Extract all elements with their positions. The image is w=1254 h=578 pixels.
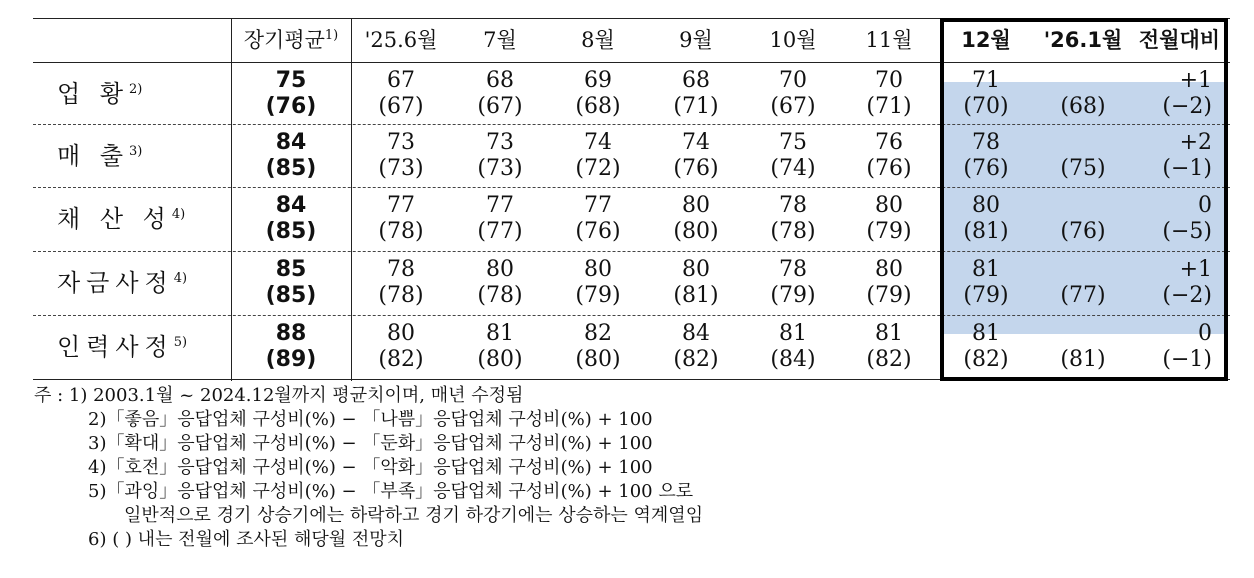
row-label xyxy=(33,62,255,126)
forecast-value: (82) xyxy=(378,347,424,372)
forecast-value: (79) xyxy=(866,283,912,308)
actual-value: 75 xyxy=(275,68,307,93)
forecast-value: (76) xyxy=(963,156,1009,181)
actual-value: 81 xyxy=(486,321,514,346)
actual-value: 80 xyxy=(875,193,903,218)
actual-value: 80 xyxy=(682,193,710,218)
forecast-value: (−1) xyxy=(1162,156,1212,181)
forecast-value: (82) xyxy=(963,347,1009,372)
forecast-value: (−1) xyxy=(1162,347,1212,372)
forecast-value: (76) xyxy=(866,156,912,181)
actual-value: 74 xyxy=(584,130,612,155)
actual-value: 77 xyxy=(387,193,415,218)
forecast-value: (68) xyxy=(1060,94,1106,119)
forecast-value: (82) xyxy=(866,347,912,372)
forecast-value: (79) xyxy=(866,219,912,244)
header-month: 11월 xyxy=(865,28,913,52)
row-label xyxy=(33,251,255,315)
actual-value: 0 xyxy=(1198,193,1212,218)
footnote-marker: 1) xyxy=(324,28,339,43)
actual-value: 77 xyxy=(584,193,612,218)
actual-value: 77 xyxy=(486,193,514,218)
footnote-marker: 3) xyxy=(129,144,143,159)
actual-value: 0 xyxy=(1198,321,1212,346)
actual-value: 67 xyxy=(387,68,415,93)
actual-value: 78 xyxy=(779,193,807,218)
actual-value: +1 xyxy=(1179,257,1212,282)
row-label xyxy=(33,315,255,379)
actual-value: 80 xyxy=(682,257,710,282)
row-label-text: 채 산 성 xyxy=(57,205,172,233)
actual-value: 73 xyxy=(387,130,415,155)
actual-value: 78 xyxy=(387,257,415,282)
forecast-value: (80) xyxy=(575,347,621,372)
actual-value: 81 xyxy=(972,257,1000,282)
row-label xyxy=(33,187,255,251)
header-month: 7월 xyxy=(483,28,517,52)
actual-value: +1 xyxy=(1179,68,1212,93)
header-month: 10월 xyxy=(769,28,817,52)
row-label-text: 인력사정 xyxy=(57,333,174,361)
actual-value: 76 xyxy=(875,130,903,155)
header-current-month: 12월 xyxy=(961,28,1011,52)
forecast-value: (72) xyxy=(575,156,621,181)
forecast-value: (−2) xyxy=(1162,283,1212,308)
forecast-value: (81) xyxy=(1060,347,1106,372)
header-month: '25.6월 xyxy=(364,28,438,52)
forecast-value: (78) xyxy=(378,283,424,308)
forecast-value: (68) xyxy=(575,94,621,119)
forecast-value: (67) xyxy=(770,94,816,119)
footnote: 6) ( ) 내는 전월에 조사된 해당월 전망치 xyxy=(88,529,405,550)
forecast-value: (−5) xyxy=(1162,219,1212,244)
footnote: 주 : 1) 2003.1월 ~ 2024.12월까지 평균치이며, 매년 수정됨 xyxy=(34,385,524,406)
forecast-value: (78) xyxy=(770,219,816,244)
footnote: 3)「확대」응답업체 구성비(%) − 「둔화」응답업체 구성비(%) + 100 xyxy=(88,433,653,454)
footnote: 4)「호전」응답업체 구성비(%) − 「악화」응답업체 구성비(%) + 100 xyxy=(88,457,653,478)
actual-value: 84 xyxy=(682,321,710,346)
row-label-text: 매 출 xyxy=(57,142,129,170)
forecast-value: (79) xyxy=(963,283,1009,308)
header-next-month: '26.1월 xyxy=(1043,28,1123,52)
row-label-text: 자금사정 xyxy=(57,269,174,297)
actual-value: 73 xyxy=(486,130,514,155)
footnote-marker: 5) xyxy=(173,335,188,350)
forecast-value: (80) xyxy=(477,347,523,372)
actual-value: 80 xyxy=(584,257,612,282)
forecast-value: (76) xyxy=(265,94,317,119)
forecast-value: (71) xyxy=(673,94,719,119)
forecast-value: (75) xyxy=(1060,156,1106,181)
actual-value: 82 xyxy=(584,321,612,346)
header-month: 8월 xyxy=(581,28,615,52)
footnotes xyxy=(34,384,1234,552)
forecast-value: (70) xyxy=(963,94,1009,119)
actual-value: 75 xyxy=(779,130,807,155)
actual-value: 69 xyxy=(584,68,612,93)
header-long-term-average xyxy=(231,18,351,62)
actual-value: 70 xyxy=(875,68,903,93)
actual-value: 78 xyxy=(972,130,1000,155)
forecast-value: (77) xyxy=(1060,283,1106,308)
actual-value: 71 xyxy=(972,68,1000,93)
forecast-value: (74) xyxy=(770,156,816,181)
row-label-text: 업 황 xyxy=(57,80,129,108)
actual-value: 81 xyxy=(875,321,903,346)
actual-value: 80 xyxy=(486,257,514,282)
forecast-value: (79) xyxy=(575,283,621,308)
forecast-value: (73) xyxy=(378,156,424,181)
footnote: 일반적으로 경기 상승기에는 하락하고 경기 하강기에는 상승하는 역계열임 xyxy=(124,505,704,526)
actual-value: +2 xyxy=(1179,130,1212,155)
actual-value: 85 xyxy=(275,257,307,282)
footnote-marker: 4) xyxy=(173,271,188,286)
forecast-value: (78) xyxy=(477,283,523,308)
header-month-over-month: 전월대비 xyxy=(1138,28,1221,52)
forecast-value: (85) xyxy=(265,219,317,244)
actual-value: 84 xyxy=(275,193,307,218)
forecast-value: (−2) xyxy=(1162,94,1212,119)
actual-value: 74 xyxy=(682,130,710,155)
actual-value: 68 xyxy=(682,68,710,93)
actual-value: 80 xyxy=(875,257,903,282)
forecast-value: (82) xyxy=(673,347,719,372)
forecast-value: (71) xyxy=(866,94,912,119)
forecast-value: (80) xyxy=(673,219,719,244)
forecast-value: (85) xyxy=(265,156,317,181)
forecast-value: (78) xyxy=(378,219,424,244)
actual-value: 81 xyxy=(779,321,807,346)
actual-value: 78 xyxy=(779,257,807,282)
forecast-value: (89) xyxy=(265,347,317,372)
forecast-value: (67) xyxy=(378,94,424,119)
actual-value: 80 xyxy=(972,193,1000,218)
forecast-value: (81) xyxy=(963,219,1009,244)
footnote: 2)「좋음」응답업체 구성비(%) − 「나쁨」응답업체 구성비(%) + 100 xyxy=(88,409,653,430)
forecast-value: (84) xyxy=(770,347,816,372)
bsi-table xyxy=(33,18,1230,381)
footnote: 5)「과잉」응답업체 구성비(%) − 「부족」응답업체 구성비(%) + 100 으로 xyxy=(88,481,694,502)
forecast-value: (85) xyxy=(265,283,317,308)
actual-value: 80 xyxy=(387,321,415,346)
forecast-value: (76) xyxy=(1060,219,1106,244)
forecast-value: (79) xyxy=(770,283,816,308)
actual-value: 70 xyxy=(779,68,807,93)
footnote-marker: 2) xyxy=(129,82,143,97)
actual-value: 88 xyxy=(275,321,307,346)
header-label: 장기평균 xyxy=(243,28,325,52)
header-month: 9월 xyxy=(679,28,713,52)
forecast-value: (67) xyxy=(477,94,523,119)
forecast-value: (73) xyxy=(477,156,523,181)
actual-value: 84 xyxy=(275,130,307,155)
actual-value: 68 xyxy=(486,68,514,93)
forecast-value: (76) xyxy=(673,156,719,181)
forecast-value: (81) xyxy=(673,283,719,308)
actual-value: 81 xyxy=(972,321,1000,346)
row-label xyxy=(33,124,255,188)
forecast-value: (76) xyxy=(575,219,621,244)
footnote-marker: 4) xyxy=(171,207,186,222)
forecast-value: (77) xyxy=(477,219,523,244)
